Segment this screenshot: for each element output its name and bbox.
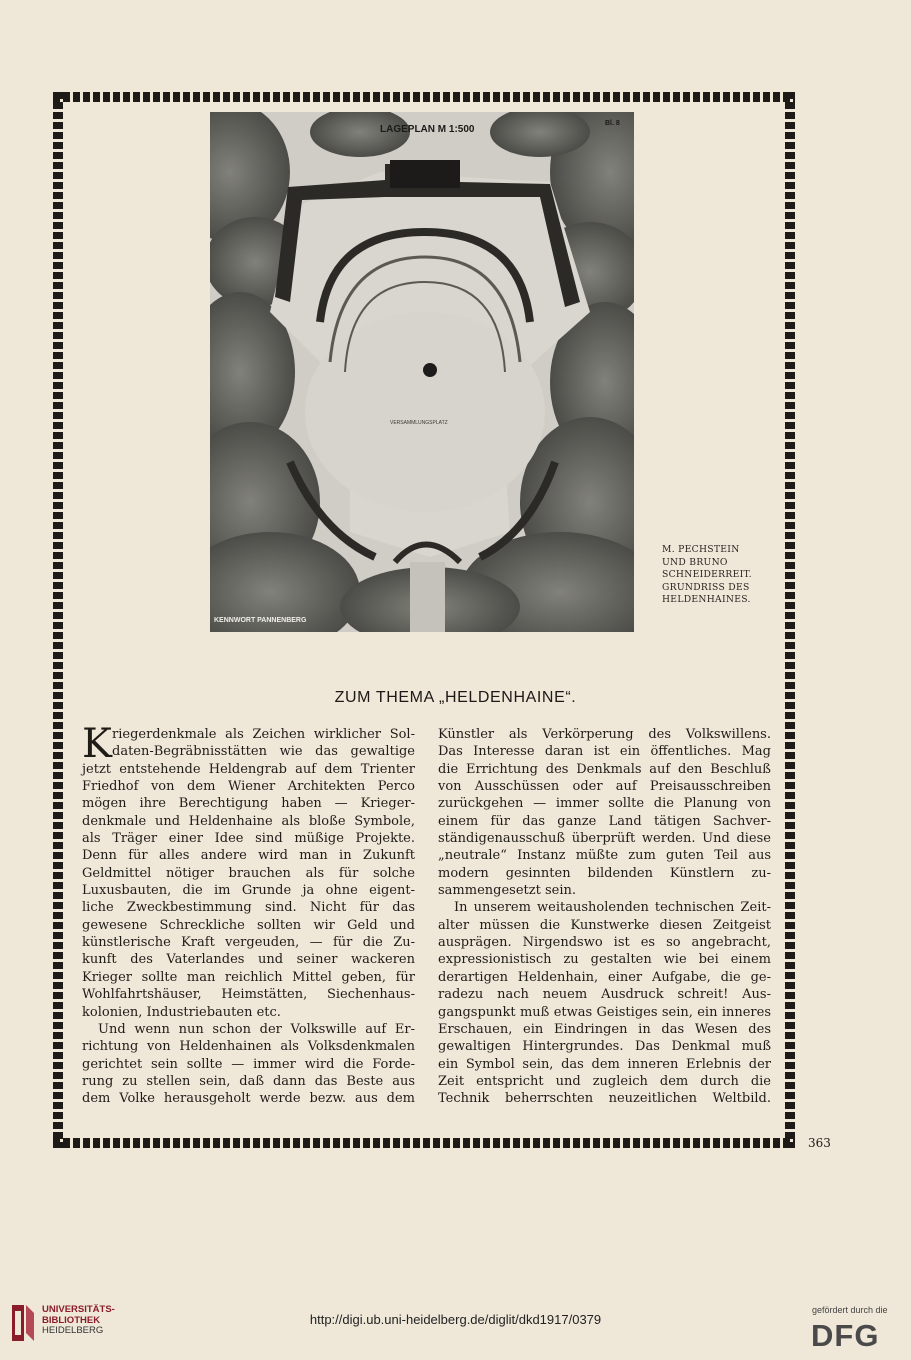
caption-line: M. PECHSTEIN — [662, 544, 740, 555]
text-line: gangspunkt muß etwas Geistiges sein, ein inneres — [438, 1004, 771, 1020]
plan-center-label: VERSAMMLUNGSPLATZ — [390, 420, 448, 426]
text-line: die Errichtung des Denkmals auf den Beschluß — [438, 761, 771, 777]
text-line: Geldmittel nötiger brauchen als für solche — [82, 865, 415, 881]
text-line: ausprägen. Nirgendswo ist es so angebracht, — [438, 935, 771, 951]
text-line: Das Interesse daran ist ein öffentliches. Mag — [438, 744, 771, 760]
text-line: „neutrale“ Instanz müßte zum guten Teil aus — [438, 848, 771, 864]
library-line: UNIVERSITÄTS- — [42, 1304, 115, 1315]
plan-title-text: LAGEPLAN M 1:500 — [380, 124, 475, 135]
frame-bottom — [53, 1138, 795, 1148]
text-line: richtung von Heldenhainen als Volksdenkmalen — [82, 1039, 415, 1055]
caption-line: HELDENHAINES. — [662, 594, 751, 606]
text-line: dem Volke herausgeholt werde bezw. aus dem — [82, 1091, 415, 1107]
text-line: mögen ihre Berechtigung haben — Krieger- — [82, 796, 415, 812]
library-line: HEIDELBERG — [42, 1325, 104, 1336]
text-line: expressionistisch zu gestalten wie bei einem — [438, 952, 771, 968]
text-line: radezu nach neuem Ausdruck schreit! Aus- — [438, 987, 771, 1003]
text-line: modern gesinnten bildenden Künstlern zu- — [438, 865, 771, 881]
text-line: Künstler als Verkörperung des Volkswillens. — [438, 727, 771, 742]
text-line: Technik beherrschten neuzeitlichen Weltbild. — [438, 1091, 771, 1107]
site-plan-image — [210, 112, 634, 632]
text-line: von Ausschüssen oder auf Preisausschreiben — [438, 779, 771, 795]
text-line: daten-Begräbnisstätten wie das gewaltige — [112, 744, 415, 760]
plan-corner-label: KENNWORT PANNENBERG — [214, 617, 307, 624]
text-line: Krieger sollte man reichlich Mittel geben, für — [82, 969, 415, 985]
text-line: ein Symbol sein, das dem inneren Erlebnis der — [438, 1056, 771, 1072]
text-line: Denn für alles andere wird man in Zukunft — [82, 848, 415, 864]
text-column-right — [438, 726, 771, 1108]
caption-line: GRUNDRISS DES — [662, 581, 750, 593]
source-url-link[interactable]: http://digi.ub.uni-heidelberg.de/diglit/dkd1917/0379 — [309, 1312, 602, 1327]
funding-note: gefördert durch die — [812, 1305, 888, 1315]
text-line: In unserem weitausholenden technischen Zeit- — [454, 900, 771, 916]
figure-caption — [662, 544, 772, 607]
text-line: als Träger einer Idee sind müßige Projekte. — [82, 831, 415, 847]
dfg-logo: DFG — [811, 1318, 880, 1353]
text-line: liche Zweckbestimmung sind. Nicht für das — [82, 900, 415, 916]
text-line: einem für das ganze Land tätigen Sachver- — [438, 813, 771, 829]
page-number: 363 — [808, 1136, 831, 1150]
text-line: ständigenausschuß überprüft werden. Und diese — [438, 831, 771, 847]
text-line: Friedhof von dem Wiener Architekten Perco — [82, 779, 415, 795]
caption-line: UND BRUNO — [662, 556, 728, 568]
text-line: Wohlfahrtshäuser, Heimstätten, Siechenhaus- — [82, 987, 415, 1003]
drop-cap: K — [82, 721, 112, 767]
caption-line: SCHNEIDERREIT. — [662, 569, 752, 581]
text-line: sammengesetzt sein. — [438, 883, 576, 899]
frame-left — [53, 92, 63, 1148]
text-line: gewaltigen Hintergrundes. Das Denkmal muß — [438, 1039, 771, 1055]
text-line: künstlerische Kraft vergeuden, — für die Zu- — [82, 935, 415, 951]
text-line: riegerdenkmale als Zeichen wirklicher Sol- — [112, 727, 415, 742]
article-title: ZUM THEMA „HELDENHAINE“. — [334, 689, 577, 706]
text-line: alter müssen die Kunstwerke diesen Zeitgeist — [438, 917, 771, 933]
text-line: denkmale und Heldenhaine als bloße Symbole, — [82, 813, 415, 829]
text-line: Luxusbauten, die im Grunde ja ohne eigent- — [82, 883, 415, 899]
text-line: zurückgehen — immer sollte die Planung von — [438, 796, 771, 812]
text-line: gerichtet sein sollte — immer wird die Forde- — [82, 1056, 415, 1072]
text-line: Erschauen, ein Eindringen in das Wesen des — [438, 1021, 771, 1037]
frame-right — [785, 92, 795, 1148]
text-line: rung zu stellen sein, daß dann das Beste aus — [82, 1073, 415, 1089]
text-column-left — [82, 721, 415, 1108]
plan-number-text: Bl. 8 — [605, 120, 620, 127]
text-line: derartigen Heldenhain, einer Aufgabe, die ge- — [438, 969, 771, 985]
frame-top — [53, 92, 795, 102]
text-line: kolonien, Industriebauten etc. — [82, 1004, 281, 1020]
text-line: kunft des Vaterlandes und seiner wackeren — [82, 952, 415, 968]
text-line: Und wenn nun schon der Volkswille auf Er- — [98, 1021, 415, 1037]
library-line: BIBLIOTHEK — [42, 1314, 101, 1326]
text-line: jetzt entstehende Heldengrab auf dem Trienter — [82, 761, 415, 777]
text-line: Zeit entspricht und zugleich dem durch die — [438, 1073, 771, 1089]
text-line: gewesene Schreckliche sollten wir Geld und — [82, 917, 415, 933]
